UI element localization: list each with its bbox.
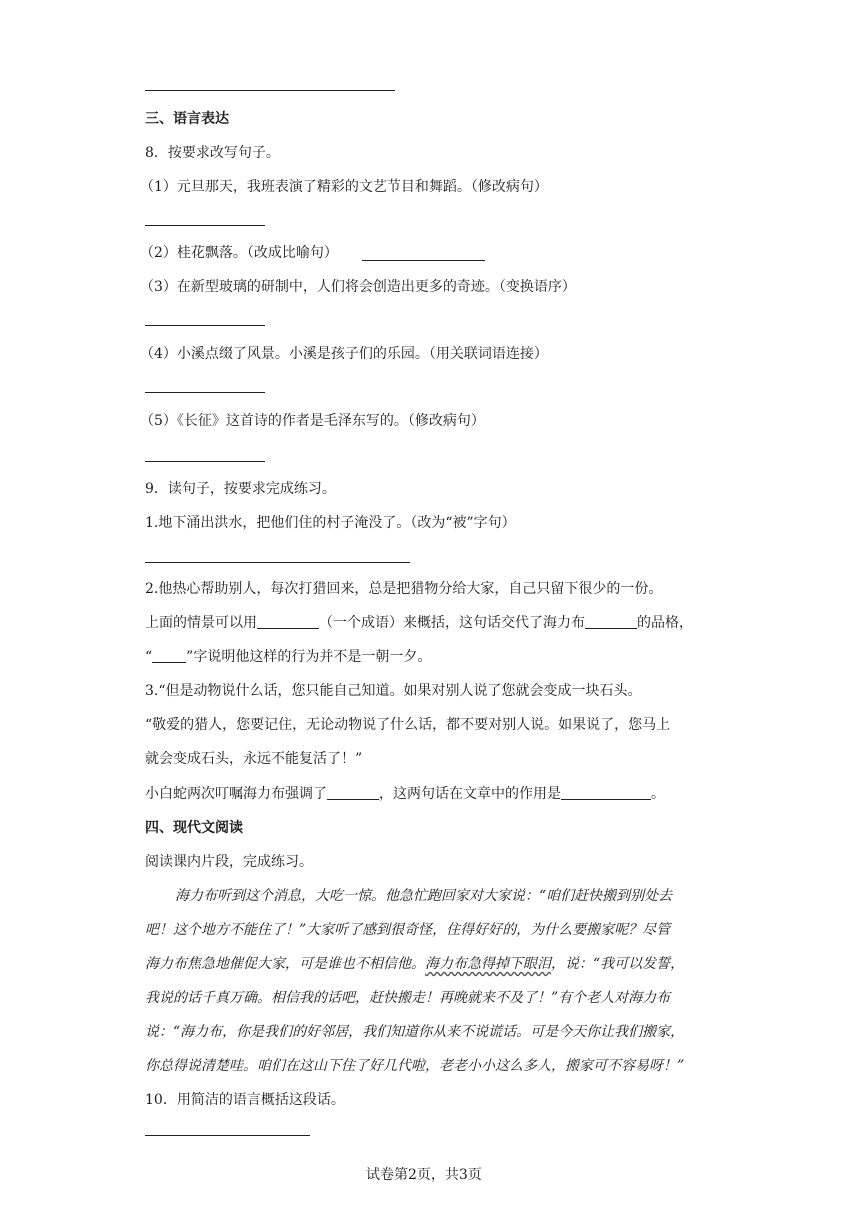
q8-item-3: （3）在新型玻璃的研制中，人们将会创造出更多的奇迹。（变换语序） — [140, 279, 576, 295]
q8-answer-line-5[interactable] — [145, 461, 265, 462]
q9-p2-blank-word[interactable] — [152, 648, 186, 663]
passage-underlined-sentence: 海力布急得掉下眼泪 — [425, 956, 551, 972]
q9-p3-blank-function[interactable] — [561, 785, 651, 800]
q9-p2-text-a: 上面的情景可以用 — [145, 615, 257, 631]
q10-answer-line[interactable] — [145, 1135, 310, 1136]
q8-item-4: （4）小溪点缀了风景。小溪是孩子们的乐园。（用关联词语连接） — [140, 346, 548, 362]
q9-part-3-blank-row — [145, 783, 665, 803]
section-3-heading: 三、语言表达 — [145, 111, 229, 127]
q9-p2-text-c: 的品格， — [637, 615, 693, 631]
answer-line-top[interactable] — [145, 90, 395, 91]
q8-title: 8．按要求改写句子。 — [145, 145, 280, 161]
q9-p2-blank-idiom[interactable] — [257, 614, 319, 629]
q8-answer-line-1[interactable] — [145, 225, 265, 226]
q9-part-2: 2.他热心帮助别人，每次打猎回来，总是把猎物分给大家，自己只留下很少的一份。 — [145, 581, 663, 597]
q8-item-5: （5）《长征》这首诗的作者是毛泽东写的。（修改病句） — [140, 413, 485, 429]
passage-line-2: 吧！这个地方不能住了！”大家听了感到很奇怪，住得好好的，为什么要搬家呢？尽管 — [145, 922, 671, 938]
q9-answer-line-1[interactable] — [145, 562, 410, 563]
section-4-heading: 四、现代文阅读 — [145, 820, 243, 836]
q9-part-2-word-row — [145, 646, 431, 666]
q9-p2-blank-quality[interactable] — [585, 614, 637, 629]
passage-line-3c: ，说：“我可以发誓， — [551, 956, 685, 972]
passage-line-5: 说：“海力布，你是我们的好邻居，我们知道你从来不说谎话。可是今天你让我们搬家， — [145, 1024, 685, 1040]
passage-line-1: 海力布听到这个消息，大吃一惊。他急忙跑回家对大家说：“咱们赶快搬到别处去 — [175, 888, 673, 904]
page-footer: 试卷第2页，共3页 — [366, 1167, 482, 1183]
passage-line-3a: 海力布焦急地催促大家，可是谁也不相信他。 — [145, 956, 425, 972]
passage-line-3 — [145, 953, 684, 973]
q9-p3-text-c: 。 — [651, 786, 665, 802]
passage-line-4: 我说的话千真万确。相信我的话吧，赶快搬走！再晚就来不及了！”有个老人对海力布 — [145, 990, 671, 1006]
q9-p2-text-d: ”字说明他这样的行为并不是一朝一夕。 — [186, 649, 432, 665]
q9-p2-text-b: （一个成语）来概括，这句话交代了海力布 — [319, 615, 585, 631]
q9-part-2-blank-row — [145, 612, 693, 632]
q9-p3-blank-emphasis[interactable] — [327, 785, 379, 800]
q9-p3-text-b: ，这两句话在文章中的作用是 — [379, 786, 561, 802]
q10-title: 10．用简洁的语言概括这段话。 — [145, 1092, 345, 1108]
reading-intro: 阅读课内片段，完成练习。 — [145, 854, 313, 870]
q8-answer-line-3[interactable] — [145, 325, 265, 326]
q9-part-3-line-b: “敬爱的猎人，您要记住，无论动物说了什么话，都不要对别人说。如果说了，您马上 — [145, 717, 671, 733]
q9-part-3-line-c: 就会变成石头，永远不能复活了！” — [145, 751, 363, 767]
q9-part-3-line-a: 3.“但是动物说什么话，您只能自己知道。如果对别人说了您就会变成一块石头。 — [145, 683, 642, 699]
q8-answer-line-4[interactable] — [145, 392, 265, 393]
q8-answer-line-2[interactable] — [362, 260, 485, 261]
q9-p3-text-a: 小白蛇两次叮嘱海力布强调了 — [145, 786, 327, 802]
passage-line-6: 你总得说清楚哇。咱们在这山下住了好几代啦，老老小小这么多人，搬家可不容易呀！” — [145, 1058, 685, 1074]
q8-item-2: （2）桂花飘落。（改成比喻句） — [140, 245, 338, 261]
q9-p2-quote-open: “ — [145, 649, 153, 665]
q9-part-1: 1.地下涌出洪水，把他们住的村子淹没了。（改为“被”字句） — [145, 515, 516, 531]
q9-title: 9．读句子，按要求完成练习。 — [145, 481, 336, 497]
q8-item-1: （1）元旦那天，我班表演了精彩的文艺节目和舞蹈。（修改病句） — [140, 179, 548, 195]
